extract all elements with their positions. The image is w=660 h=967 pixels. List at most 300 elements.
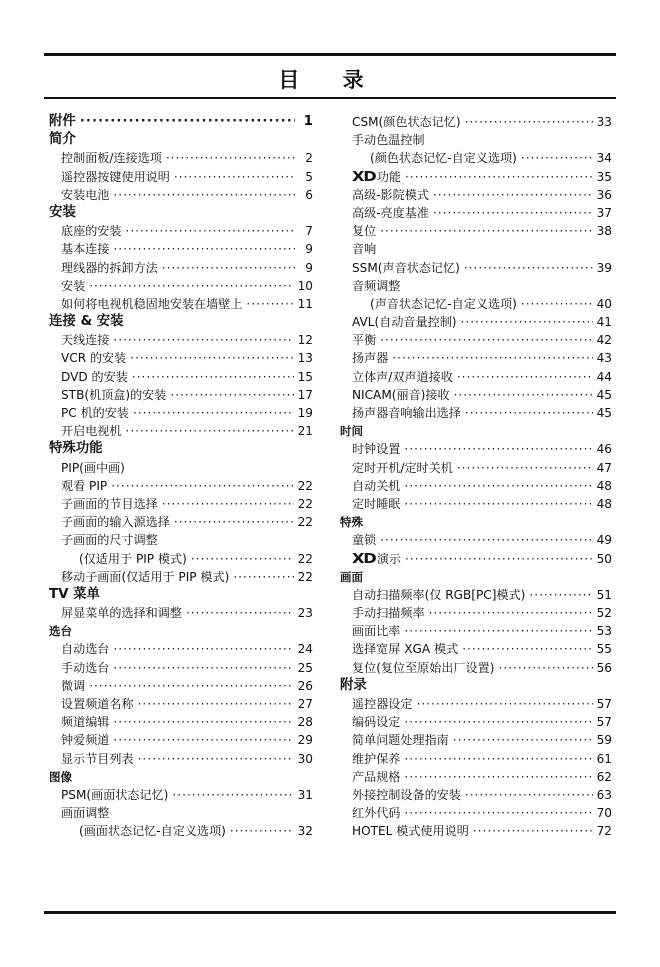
dot-leader <box>404 477 592 495</box>
toc-line <box>352 604 612 622</box>
toc-line <box>352 349 612 367</box>
toc-line <box>352 368 612 386</box>
toc-entry-title <box>352 277 400 295</box>
toc-page-number: 55 <box>596 642 612 657</box>
toc-entry <box>340 259 612 277</box>
toc-entry <box>49 640 313 658</box>
toc-entry-title <box>352 131 425 149</box>
toc-page-number: 6 <box>305 187 313 202</box>
dot-leader <box>89 277 293 295</box>
toc-entry-text: (声音状态记忆-自定义选项) <box>370 296 517 311</box>
toc-entry-text: 简单问题处理指南 <box>352 733 449 748</box>
toc-page-number: 22 <box>297 569 313 584</box>
toc-entry-title <box>61 259 158 277</box>
toc-entry <box>49 604 313 622</box>
toc-entry <box>49 531 313 549</box>
toc-entry <box>340 695 612 713</box>
toc-page-number: 37 <box>596 205 612 220</box>
toc-entry <box>340 313 612 331</box>
dot-leader <box>404 750 592 768</box>
dot-leader <box>174 168 295 186</box>
toc-entry-text: 移动子画面(仅适用于 PIP 模式) <box>61 569 230 584</box>
toc-entry-title <box>352 640 458 658</box>
toc-entry <box>49 477 313 495</box>
toc-entry-text: TV 菜单 <box>49 586 100 602</box>
toc-entry <box>340 768 612 786</box>
toc-entry-title <box>352 168 401 187</box>
toc-entry <box>49 695 313 713</box>
toc-entry <box>340 713 612 731</box>
title-rule <box>44 97 616 99</box>
xd-logo: XD <box>352 551 376 567</box>
toc-entry-text: 微调 <box>61 678 86 693</box>
dot-leader <box>230 822 294 840</box>
dot-leader <box>416 695 592 713</box>
dot-leader <box>404 713 592 731</box>
toc-entry-title <box>61 677 85 695</box>
toc-page-number: 30 <box>297 751 313 766</box>
toc-entry <box>340 731 612 749</box>
toc-entry-text: AVL(自动音量控制) <box>352 315 457 330</box>
toc-entry <box>49 295 313 313</box>
toc-entry <box>340 186 612 204</box>
toc-entry-title <box>352 477 400 495</box>
dot-leader <box>454 386 593 404</box>
toc-entry-text: 立体声/双声道接收 <box>352 369 453 384</box>
toc-entry <box>340 586 612 604</box>
toc-entry-title <box>352 313 457 331</box>
toc-entry <box>340 531 612 549</box>
toc-page-number: 34 <box>596 151 612 166</box>
toc-section <box>49 440 313 458</box>
toc-entry-text: 音频调整 <box>352 278 401 293</box>
toc-entry-text: STB(机顶盒)的安装 <box>61 387 167 402</box>
dot-leader <box>465 113 593 131</box>
toc-entry <box>340 331 612 349</box>
toc-entry-text: DVD 的安装 <box>61 369 128 384</box>
toc-line <box>352 186 612 204</box>
toc-entry-text: 复位(复位至原始出厂设置) <box>352 660 495 675</box>
toc-page-number: 62 <box>596 769 612 784</box>
toc-subsection <box>49 622 313 640</box>
dot-leader <box>465 404 593 422</box>
toc-page-number: 35 <box>596 169 612 184</box>
toc-entry-text: 定时睡眠 <box>352 496 401 511</box>
dot-leader <box>429 604 593 622</box>
toc-line <box>61 750 313 768</box>
toc-line <box>61 222 313 240</box>
dot-leader <box>529 586 592 604</box>
dot-leader <box>380 331 592 349</box>
dot-leader <box>113 713 293 731</box>
toc-line <box>61 259 313 277</box>
dot-leader <box>233 568 293 586</box>
toc-entry-title <box>61 640 109 658</box>
toc-line <box>340 568 612 586</box>
dot-leader <box>111 477 293 495</box>
toc-entry-text: HOTEL 模式使用说明 <box>352 824 469 839</box>
toc-page-number: 43 <box>596 351 612 366</box>
toc-section <box>49 113 313 131</box>
toc-line <box>61 349 313 367</box>
toc-line <box>61 731 313 749</box>
dot-leader <box>521 149 593 167</box>
toc-line <box>61 640 313 658</box>
toc-entry-title <box>352 459 453 477</box>
toc-entry <box>340 131 612 149</box>
dot-leader <box>404 440 592 458</box>
toc-entry <box>49 568 313 586</box>
toc-entry-title <box>61 349 126 367</box>
dot-leader <box>404 768 592 786</box>
dot-leader <box>457 459 593 477</box>
toc-entry-title <box>352 404 461 422</box>
toc-entry-title <box>352 440 400 458</box>
toc-entry-title <box>352 750 400 768</box>
toc-entry-title <box>61 731 109 749</box>
toc-entry-title <box>352 713 400 731</box>
toc-entry-title <box>61 750 134 768</box>
toc-line <box>49 586 313 604</box>
toc-entry-text: 画面比率 <box>352 624 401 639</box>
toc-entry-title <box>352 186 429 204</box>
toc-line <box>352 531 612 549</box>
dot-leader <box>433 204 593 222</box>
toc-entry <box>340 149 612 167</box>
toc-entry-title <box>61 804 109 822</box>
toc-line <box>370 295 612 313</box>
dot-leader <box>405 168 593 186</box>
dot-leader <box>89 677 293 695</box>
toc-entry <box>340 622 612 640</box>
toc-line <box>61 568 313 586</box>
toc-entry-text: 如何将电视机稳固地安装在墙壁上 <box>61 296 243 311</box>
toc-entry-text: 钟爱频道 <box>61 733 110 748</box>
toc-entry-title <box>79 550 187 568</box>
dot-leader <box>433 186 593 204</box>
toc-line <box>352 204 612 222</box>
toc-page-number: 17 <box>297 387 313 402</box>
toc-entry-text: 选择宽屏 XGA 模式 <box>352 642 459 657</box>
toc-page-number: 57 <box>596 715 612 730</box>
toc-entry-title <box>49 113 76 131</box>
toc-line <box>61 604 313 622</box>
toc-entry-text: 屏显菜单的选择和调整 <box>61 606 182 621</box>
toc-entry-text: 附件 <box>49 114 76 129</box>
toc-entry-title <box>352 659 494 677</box>
toc-page-number: 39 <box>596 260 612 275</box>
dot-leader <box>80 113 295 131</box>
toc-entry-text: 功能 <box>376 169 402 184</box>
toc-entry-title <box>61 531 158 549</box>
toc-page-number: 22 <box>297 551 313 566</box>
toc-page-number: 53 <box>596 624 612 639</box>
toc-line <box>352 786 612 804</box>
toc-entry-text: 画面调整 <box>61 806 110 821</box>
toc-page-number: 48 <box>596 496 612 511</box>
toc-line <box>352 768 612 786</box>
toc-entry <box>340 113 612 131</box>
toc-page-number: 47 <box>596 460 612 475</box>
toc-entry <box>340 404 612 422</box>
toc-entry <box>340 459 612 477</box>
toc-subsection <box>340 568 612 586</box>
toc-entry-title <box>352 240 376 258</box>
toc-entry <box>49 186 313 204</box>
toc-entry-title <box>61 422 121 440</box>
toc-entry-text: 连接 & 安装 <box>49 314 124 330</box>
toc-entry-title <box>352 822 469 840</box>
toc-entry-text: 子画面的节目选择 <box>61 496 158 511</box>
toc-entry-text: 时钟设置 <box>352 442 401 457</box>
toc-entry-text: 自动扫描频率(仅 RGB[PC]模式) <box>352 587 526 602</box>
toc-line <box>49 440 313 458</box>
toc-page-number: 31 <box>297 787 313 802</box>
toc-entry-title <box>61 368 128 386</box>
toc-line <box>61 331 313 349</box>
toc-line <box>79 550 313 568</box>
toc-entry-text: 选台 <box>49 624 72 639</box>
toc-entry-text: PSM(画面状态记忆) <box>61 787 169 802</box>
toc-entry-text: 手动扫描频率 <box>352 606 425 621</box>
toc-entry-text: 手动色温控制 <box>352 133 425 148</box>
toc-line <box>352 822 612 840</box>
dot-leader <box>462 640 592 658</box>
toc-page-number: 52 <box>596 606 612 621</box>
toc-entry-text: 底座的安装 <box>61 224 122 239</box>
toc-page-number: 24 <box>297 642 313 657</box>
dot-leader <box>404 804 592 822</box>
toc-entry-text: 设置频道名称 <box>61 697 134 711</box>
toc-entry-title <box>61 404 129 422</box>
dot-leader <box>461 313 593 331</box>
toc-entry-title <box>352 695 412 713</box>
toc-entry-title <box>79 822 226 840</box>
toc-entry-text: 红外代码 <box>352 806 401 821</box>
toc-entry-text: 特殊 <box>340 515 363 530</box>
toc-page-number: 50 <box>596 551 612 566</box>
toc-entry-title <box>340 677 367 695</box>
toc-line <box>352 804 612 822</box>
toc-entry-title <box>61 786 168 804</box>
toc-page-number: 9 <box>305 242 313 257</box>
toc-entry-title <box>340 422 363 440</box>
toc-entry <box>49 659 313 677</box>
toc-line <box>61 422 313 440</box>
toc-line <box>352 240 612 258</box>
toc-line <box>49 622 313 640</box>
toc-entry-text: 产品规格 <box>352 769 401 784</box>
toc-entry <box>49 331 313 349</box>
toc-entry <box>340 277 612 295</box>
toc-line <box>49 113 313 131</box>
dot-leader <box>130 349 293 367</box>
toc-entry-title <box>49 586 100 604</box>
toc-page-number: 49 <box>596 533 612 548</box>
toc-line <box>352 477 612 495</box>
toc-page-number: 51 <box>596 587 612 602</box>
toc-entry-text: 显示节目列表 <box>61 751 134 766</box>
toc-entry-text: 手动选台 <box>61 660 110 675</box>
toc-entry-text: 基本连接 <box>61 242 110 257</box>
dot-leader <box>170 386 293 404</box>
toc-line <box>61 404 313 422</box>
toc-page-number: 11 <box>297 296 313 311</box>
dot-leader <box>113 640 293 658</box>
toc-entry <box>49 149 313 167</box>
toc-entry-title <box>61 568 229 586</box>
toc-entry-text: 时间 <box>340 424 363 439</box>
toc-page-number: 46 <box>596 442 612 457</box>
toc-line <box>352 277 612 295</box>
toc-line <box>61 677 313 695</box>
toc-line <box>61 459 313 477</box>
dot-leader <box>125 222 295 240</box>
toc-entry <box>49 713 313 731</box>
toc-line <box>61 713 313 731</box>
toc-entry-title <box>352 368 453 386</box>
toc-entry-title <box>352 586 525 604</box>
toc-entry <box>340 604 612 622</box>
toc-entry <box>340 786 612 804</box>
dot-leader <box>133 404 294 422</box>
toc-entry <box>49 750 313 768</box>
dot-leader <box>465 786 593 804</box>
dot-leader <box>174 513 294 531</box>
toc-entry-text: 安装 <box>49 204 76 220</box>
toc-entry <box>340 240 612 258</box>
dot-leader <box>453 731 593 749</box>
toc-entry-text: 遥控器按键使用说明 <box>61 169 170 184</box>
toc-line <box>352 622 612 640</box>
dot-leader <box>172 786 293 804</box>
toc-entry-title <box>61 495 158 513</box>
toc-line <box>352 131 612 149</box>
toc-subsection <box>340 513 612 531</box>
toc-line <box>352 168 612 187</box>
toc-entry-title <box>352 550 401 569</box>
dot-leader <box>138 750 294 768</box>
toc-entry-title <box>352 495 400 513</box>
toc-entry <box>49 495 313 513</box>
toc-line <box>79 822 313 840</box>
toc-line <box>352 586 612 604</box>
toc-entry-title <box>352 331 376 349</box>
dot-leader <box>162 259 295 277</box>
toc-entry <box>49 349 313 367</box>
toc-line <box>352 259 612 277</box>
toc-entry-title <box>352 204 429 222</box>
toc-page-number: 22 <box>297 515 313 530</box>
toc-entry-title <box>61 713 109 731</box>
toc-line <box>61 149 313 167</box>
dot-leader <box>162 495 294 513</box>
toc-page-number: 40 <box>596 296 612 311</box>
toc-entry <box>340 750 612 768</box>
dot-leader <box>166 149 295 167</box>
toc-entry-title <box>61 277 85 295</box>
dot-leader <box>392 349 592 367</box>
toc-page-number: 12 <box>297 333 313 348</box>
toc-entry-text: (颜色状态记忆-自定义选项) <box>370 151 517 166</box>
toc-entry-title <box>340 568 363 586</box>
toc-entry-title <box>61 222 121 240</box>
toc-line <box>352 331 612 349</box>
toc-line <box>61 804 313 822</box>
toc-entry-title <box>49 131 76 149</box>
dot-leader <box>113 331 293 349</box>
toc-line <box>340 677 612 695</box>
dot-leader <box>138 695 294 713</box>
toc-entry-text: 自动选台 <box>61 642 110 657</box>
toc-line <box>61 295 313 313</box>
toc-line <box>352 440 612 458</box>
dot-leader <box>246 295 293 313</box>
toc-entry-text: 童锁 <box>352 533 377 548</box>
toc-entry-title <box>49 440 103 458</box>
dot-leader <box>113 240 295 258</box>
toc-entry-text: 自动关机 <box>352 478 401 493</box>
dot-leader <box>404 495 592 513</box>
toc-page-number: 23 <box>297 606 313 621</box>
toc-entry-title <box>49 313 124 331</box>
toc-entry-text: 安装电池 <box>61 187 110 202</box>
toc-entry <box>49 513 313 531</box>
toc-entry-title <box>370 149 517 167</box>
toc-line <box>352 404 612 422</box>
toc-entry-text: 画面 <box>340 569 363 584</box>
toc-page-number: 70 <box>596 806 612 821</box>
toc-entry-title <box>352 222 376 240</box>
toc-page-number: 61 <box>596 751 612 766</box>
toc-entry-title <box>352 531 376 549</box>
toc-page-number: 26 <box>297 678 313 693</box>
toc-entry-text: 理线器的拆卸方法 <box>61 260 158 275</box>
toc-line <box>352 750 612 768</box>
toc-entry-text: SSM(声音状态记忆) <box>352 260 460 275</box>
toc-page-number: 7 <box>305 224 313 239</box>
toc-entry-text: 外接控制设备的安装 <box>352 787 461 802</box>
toc-entry <box>340 495 612 513</box>
toc-line <box>352 313 612 331</box>
toc-entry-text: 观看 PIP <box>61 478 108 493</box>
toc-entry-text: 附录 <box>340 677 367 693</box>
toc-entry-title <box>61 186 109 204</box>
dot-leader <box>464 259 593 277</box>
toc-entry <box>49 368 313 386</box>
toc-page-number: 13 <box>297 351 313 366</box>
toc-entry-title <box>352 386 450 404</box>
toc-line <box>61 277 313 295</box>
dot-leader <box>191 550 294 568</box>
toc-column-right <box>340 113 612 841</box>
toc-entry <box>340 295 612 313</box>
toc-page-number: 5 <box>305 169 313 184</box>
toc-line <box>49 204 313 222</box>
bottom-rule <box>44 911 616 914</box>
toc-entry <box>340 822 612 840</box>
toc-entry <box>340 477 612 495</box>
toc-entry-text: 高级-影院模式 <box>352 187 429 202</box>
toc-page-number: 2 <box>305 151 313 166</box>
toc-entry-title <box>61 331 109 349</box>
toc-line <box>352 550 612 569</box>
toc-entry <box>340 550 612 568</box>
dot-leader <box>125 422 293 440</box>
toc-entry <box>340 222 612 240</box>
toc-line <box>340 422 612 440</box>
toc-line <box>352 495 612 513</box>
